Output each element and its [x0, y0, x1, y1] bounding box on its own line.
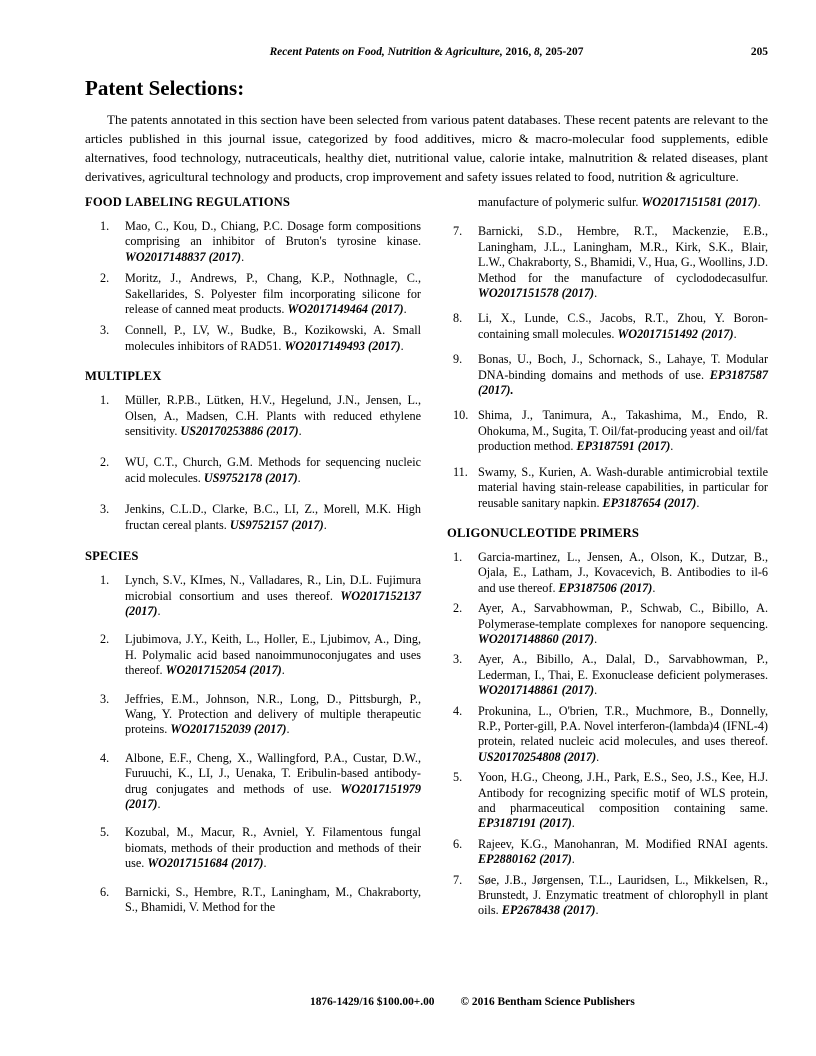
reference-number: 8. — [453, 311, 463, 326]
citation-tail: . — [594, 683, 598, 698]
patent-number: EP2880162 (2017) — [478, 852, 572, 867]
citation-tail: . — [596, 749, 600, 764]
patent-number: WO2017148860 (2017) — [478, 631, 595, 646]
citation-tail: . — [263, 856, 267, 871]
article-title: Patent Selections: — [85, 76, 245, 100]
reference-citation — [125, 573, 421, 619]
page-number: 205 — [750, 46, 768, 58]
reference-citation — [478, 770, 768, 832]
citation-tail: . — [157, 603, 161, 618]
patent-reference — [447, 465, 768, 511]
reference-citation — [125, 271, 421, 317]
multiplex-reference-list — [85, 393, 421, 533]
citation-tail: . — [594, 631, 598, 646]
section-heading-food-labeling-regulations: FOOD LABELING REGULATIONS — [85, 195, 291, 209]
patent-reference — [85, 885, 421, 916]
reference-continuation — [447, 195, 768, 210]
patent-reference — [447, 601, 768, 647]
reference-number: 11. — [453, 464, 468, 479]
reference-number: 3. — [453, 652, 463, 667]
citation-text: Jenkins, C.L.D., Clarke, B.C., LI, Z., Morell, M.K. High fructan cereal plants. — [125, 502, 421, 532]
citation-tail: . — [281, 663, 285, 678]
patent-reference — [85, 502, 421, 533]
citation-text: Søe, J.B., Jørgensen, T.L., Lauridsen, L., Mikkelsen, R., Brunstedt, J. Enzymatic treatment of chlorophyll in plant oils. — [478, 872, 768, 918]
citation-text: WU, C.T., Church, G.M. Methods for sequencing nucleic acid molecules. — [125, 455, 421, 485]
citation-tail: . — [652, 580, 656, 595]
citation-tail: . — [157, 796, 161, 811]
reference-citation — [478, 195, 768, 210]
reference-citation — [125, 825, 421, 871]
journal-pages: 205-207 — [542, 46, 584, 58]
patent-number: WO2017149464 (2017) — [287, 302, 404, 317]
citation-tail: . — [594, 286, 598, 301]
species-reference-list-left — [85, 573, 421, 915]
patent-number: WO2017152054 (2017) — [165, 663, 282, 678]
reference-citation — [478, 873, 768, 919]
patent-reference — [85, 573, 421, 619]
patent-number: WO2017151581 (2017) — [641, 195, 758, 209]
patent-number: WO2017152137 (2017) — [125, 588, 421, 618]
patent-reference — [85, 692, 421, 738]
citation-tail: . — [670, 439, 674, 454]
reference-number: 1. — [100, 573, 110, 588]
section-heading-multiplex: MULTIPLEX — [85, 369, 162, 384]
reference-number: 3. — [100, 691, 110, 706]
citation-text: Prokunina, L., O'brien, T.R., Muchmore, B., Donnelly, R.P., Porter-gill, P.A. Novel interferon-(lambda)4 (IFNL-4) protein, related nucleic acid molecules, and uses thereof. — [478, 703, 768, 749]
reference-citation — [478, 311, 768, 342]
reference-number: 1. — [453, 549, 463, 564]
reference-citation — [478, 837, 768, 868]
journal-name: Recent Patents on Food, Nutrition & Agriculture, — [269, 46, 503, 58]
reference-number: 2. — [100, 632, 110, 647]
patent-number: EP3187191 (2017) — [478, 816, 572, 831]
reference-number: 6. — [100, 884, 110, 899]
issn-price: 1876-1429/16 $100.00+.00 — [310, 996, 435, 1008]
citation-text: Lynch, S.V., KImes, N., Valladares, R., Lin, D.L. Fujimura microbial consortium and uses thereof. — [125, 573, 421, 603]
reference-citation — [478, 352, 768, 398]
reference-citation — [125, 632, 421, 678]
reference-number: 2. — [453, 601, 463, 616]
patent-reference — [85, 393, 421, 439]
citation-text: Müller, R.P.B., Lütken, H.V., Hegelund, J.N., Jensen, L., Olsen, A., Madsen, C.H. Plants with reduced ethylene sensitivity. — [125, 393, 421, 439]
reference-citation — [478, 465, 768, 511]
citation-tail: . — [571, 816, 575, 831]
patent-reference — [447, 652, 768, 698]
patent-number: WO2017151684 (2017) — [147, 856, 264, 871]
reference-citation — [478, 550, 768, 596]
reference-number: 2. — [100, 455, 110, 470]
citation-text: Moritz, J., Andrews, P., Chang, K.P., Nothnagle, C., Sakellarides, S. Polyester film incorporating silicone for release of canned meat products. — [125, 271, 421, 317]
copyright-notice: © 2016 Bentham Science Publishers — [460, 996, 635, 1008]
reference-number: 1. — [100, 393, 110, 408]
patent-number: WO2017152039 (2017) — [170, 722, 287, 737]
reference-citation — [125, 219, 421, 265]
reference-number: 1. — [100, 219, 110, 233]
patent-number: WO2017148861 (2017) — [478, 683, 595, 698]
patent-reference — [447, 837, 768, 868]
reference-citation — [125, 751, 421, 813]
reference-number: 5. — [100, 825, 110, 840]
reference-number: 4. — [100, 750, 110, 765]
citation-text: Ayer, A., Bibillo, A., Dalal, D., Sarvabhowman, P., Lederman, I., Thai, E. Exonuclease deficient polymerases. — [478, 652, 768, 682]
patent-number: EP3187506 (2017) — [558, 580, 653, 595]
citation-text: manufacture of polymeric sulfur. — [478, 195, 639, 209]
patent-number: WO2017151979 (2017) — [125, 781, 421, 811]
citation-tail: . — [403, 302, 407, 317]
reference-number: 2. — [100, 271, 110, 286]
citation-tail: . — [400, 338, 404, 353]
citation-text: Connell, P., LV, W., Budke, B., Kozikowski, A. Small molecules inhibitors of RAD51. — [125, 323, 421, 353]
patent-number: US20170254808 (2017) — [478, 749, 597, 764]
citation-text: Albone, E.F., Cheng, X., Wallingford, P.A., Custar, D.W., Furuuchi, K., LI, J., Uenaka, T. Eribulin-based antibody-drug conjugates and methods of use. — [125, 750, 421, 796]
section-heading-oligonucleotide-primers: OLIGONUCLEOTIDE PRIMERS — [447, 525, 640, 540]
reference-number: 6. — [453, 836, 463, 851]
citation-tail: . — [733, 326, 737, 341]
patent-reference — [447, 873, 768, 919]
patent-reference — [447, 311, 768, 342]
patent-reference — [85, 632, 421, 678]
patent-number: EP2678438 (2017) — [501, 903, 596, 918]
reference-citation — [125, 885, 421, 916]
left-column — [85, 195, 421, 928]
reference-number: 9. — [453, 352, 463, 367]
reference-number: 5. — [453, 770, 463, 785]
citation-tail: . — [286, 722, 290, 737]
citation-text: Barnicki, S., Hembre, R.T., Laningham, M., Chakraborty, S., Bhamidi, V. Method for the — [125, 884, 421, 914]
intro-paragraph: The patents annotated in this section have been selected from various patent databases. These recent patents are relevant to the articles published in this journal issue, categorized by food additives, micro & macro-molecular food supplements, edible alternatives, food technology, nutraceuticals, healthy diet, nutritional value, calorie intake, malnutrition & related diseases, plant derivatives, agricultural technology and products, crop improvement and safety issues related to food, nutrition & agriculture. — [85, 112, 768, 184]
patent-reference — [447, 408, 768, 454]
citation-tail: . — [757, 195, 761, 209]
patent-reference — [85, 271, 421, 317]
citation-text: Swamy, S., Kurien, A. Wash-durable antimicrobial textile material having stain-release capabilities, in particular for reusable sanitary napkin. — [478, 464, 768, 510]
citation-text: Rajeev, K.G., Manohanran, M. Modified RNAI agents. — [478, 836, 768, 851]
two-column-layout — [85, 195, 768, 928]
patent-number: EP3187654 (2017) — [602, 495, 697, 510]
patent-number: WO2017151492 (2017) — [617, 326, 734, 341]
citation-tail: . — [297, 470, 301, 485]
citation-tail: . — [595, 903, 599, 918]
citation-text: Ayer, A., Sarvabhowman, P., Schwab, C., Bibillo, A. Polymerase-template complexes for nanopore sequencing. — [478, 601, 768, 631]
patent-reference — [85, 825, 421, 871]
patent-number: WO2017148837 (2017) — [125, 249, 242, 264]
reference-citation — [125, 455, 421, 486]
reference-number: 7. — [453, 872, 463, 887]
patent-reference — [85, 455, 421, 486]
reference-citation — [478, 704, 768, 766]
citation-tail: . — [323, 517, 327, 532]
food-labeling-reference-list — [85, 219, 421, 354]
reference-citation — [478, 224, 768, 301]
patent-number: WO2017151578 (2017) — [478, 286, 595, 301]
patent-number: EP3187591 (2017) — [576, 439, 671, 454]
section-heading-species: SPECIES — [85, 549, 139, 564]
page-footer — [310, 995, 635, 1009]
patent-reference — [85, 219, 421, 265]
journal-citation — [270, 46, 584, 58]
patent-number: WO2017149493 (2017) — [284, 338, 401, 353]
reference-number: 10. — [453, 408, 469, 423]
reference-citation — [125, 502, 421, 533]
citation-tail: . — [241, 249, 245, 264]
oligonucleotide-primers-reference-list — [447, 550, 768, 919]
patent-number: EP3187587 (2017). — [478, 367, 768, 398]
citation-text: Bonas, U., Boch, J., Schornack, S., Lahaye, T. Modular DNA-binding domains and methods of use. — [478, 352, 768, 382]
reference-number: 3. — [100, 323, 110, 338]
citation-text: Jeffries, E.M., Johnson, N.R., Long, D., Pittsburgh, P., Wang, Y. Protection and delivery of multiple therapeutic proteins. — [125, 691, 421, 737]
species-reference-list-right — [447, 224, 768, 511]
citation-text: Shima, J., Tanimura, A., Takashima, M., Endo, R. Ohokuma, M., Sugita, T. Oil/fat-producing yeast and oil/fat production method. — [478, 408, 768, 454]
patent-reference — [447, 770, 768, 832]
journal-volume: 8, — [534, 46, 543, 58]
reference-citation — [125, 323, 421, 354]
citation-text: Garcia-martinez, L., Jensen, A., Olson, K., Dutzar, B., Ojala, E., Latham, J., Kovacevich, B. Antibodies to il-6 and use thereof. — [478, 549, 768, 595]
citation-text: Barnicki, S.D., Hembre, R.T., Mackenzie, E.B., Laningham, J.L., Laningham, M.R., Kirk, S.K., Blair, L.W., Chakraborty, S., Bhamidi, V., Hua, G., Woollins, J.D. Method for the manufacture of cyclododecasulfur. — [478, 224, 768, 285]
reference-citation — [125, 393, 421, 439]
citation-text: Li, X., Lunde, C.S., Jacobs, R.T., Zhou, Y. Boron-containing small molecules. — [478, 311, 768, 341]
patent-number: US20170253886 (2017) — [180, 424, 299, 439]
patent-reference — [447, 224, 768, 301]
citation-text: Mao, C., Kou, D., Chiang, P.C. Dosage form compositions comprising an inhibitor of Bruton's tyrosine kinase. — [125, 219, 421, 249]
citation-text: Yoon, H.G., Cheong, J.H., Park, E.S., Seo, J.S., Kee, H.J. Antibody for recognizing specific motif of WLS protein, and pharmaceutical composition containing same. — [478, 770, 768, 815]
reference-citation — [125, 692, 421, 738]
right-column — [447, 195, 768, 924]
patent-reference — [447, 550, 768, 596]
reference-number: 4. — [453, 703, 463, 718]
citation-text: Kozubal, M., Macur, R., Avniel, Y. Filamentous fungal biomats, methods of their production and methods of their use. — [125, 825, 421, 871]
patent-reference — [447, 704, 768, 766]
reference-number: 7. — [453, 224, 463, 239]
citation-text: Ljubimova, J.Y., Keith, L., Holler, E., Ljubimov, A., Ding, H. Polymalic acid based nanoimmunoconjugates and uses thereof. — [125, 632, 421, 678]
reference-citation — [478, 652, 768, 698]
reference-number: 3. — [100, 502, 110, 517]
journal-year: 2016, — [502, 46, 535, 58]
reference-citation — [478, 408, 768, 454]
citation-tail: . — [571, 852, 575, 867]
patent-reference — [447, 352, 768, 398]
running-header — [85, 46, 768, 59]
reference-citation — [478, 601, 768, 647]
patent-reference — [85, 323, 421, 354]
patent-reference — [85, 751, 421, 813]
patent-number: US9752157 (2017) — [229, 517, 324, 532]
citation-tail: . — [298, 424, 302, 439]
patent-number: US9752178 (2017) — [203, 470, 298, 485]
citation-tail: . — [696, 495, 700, 510]
